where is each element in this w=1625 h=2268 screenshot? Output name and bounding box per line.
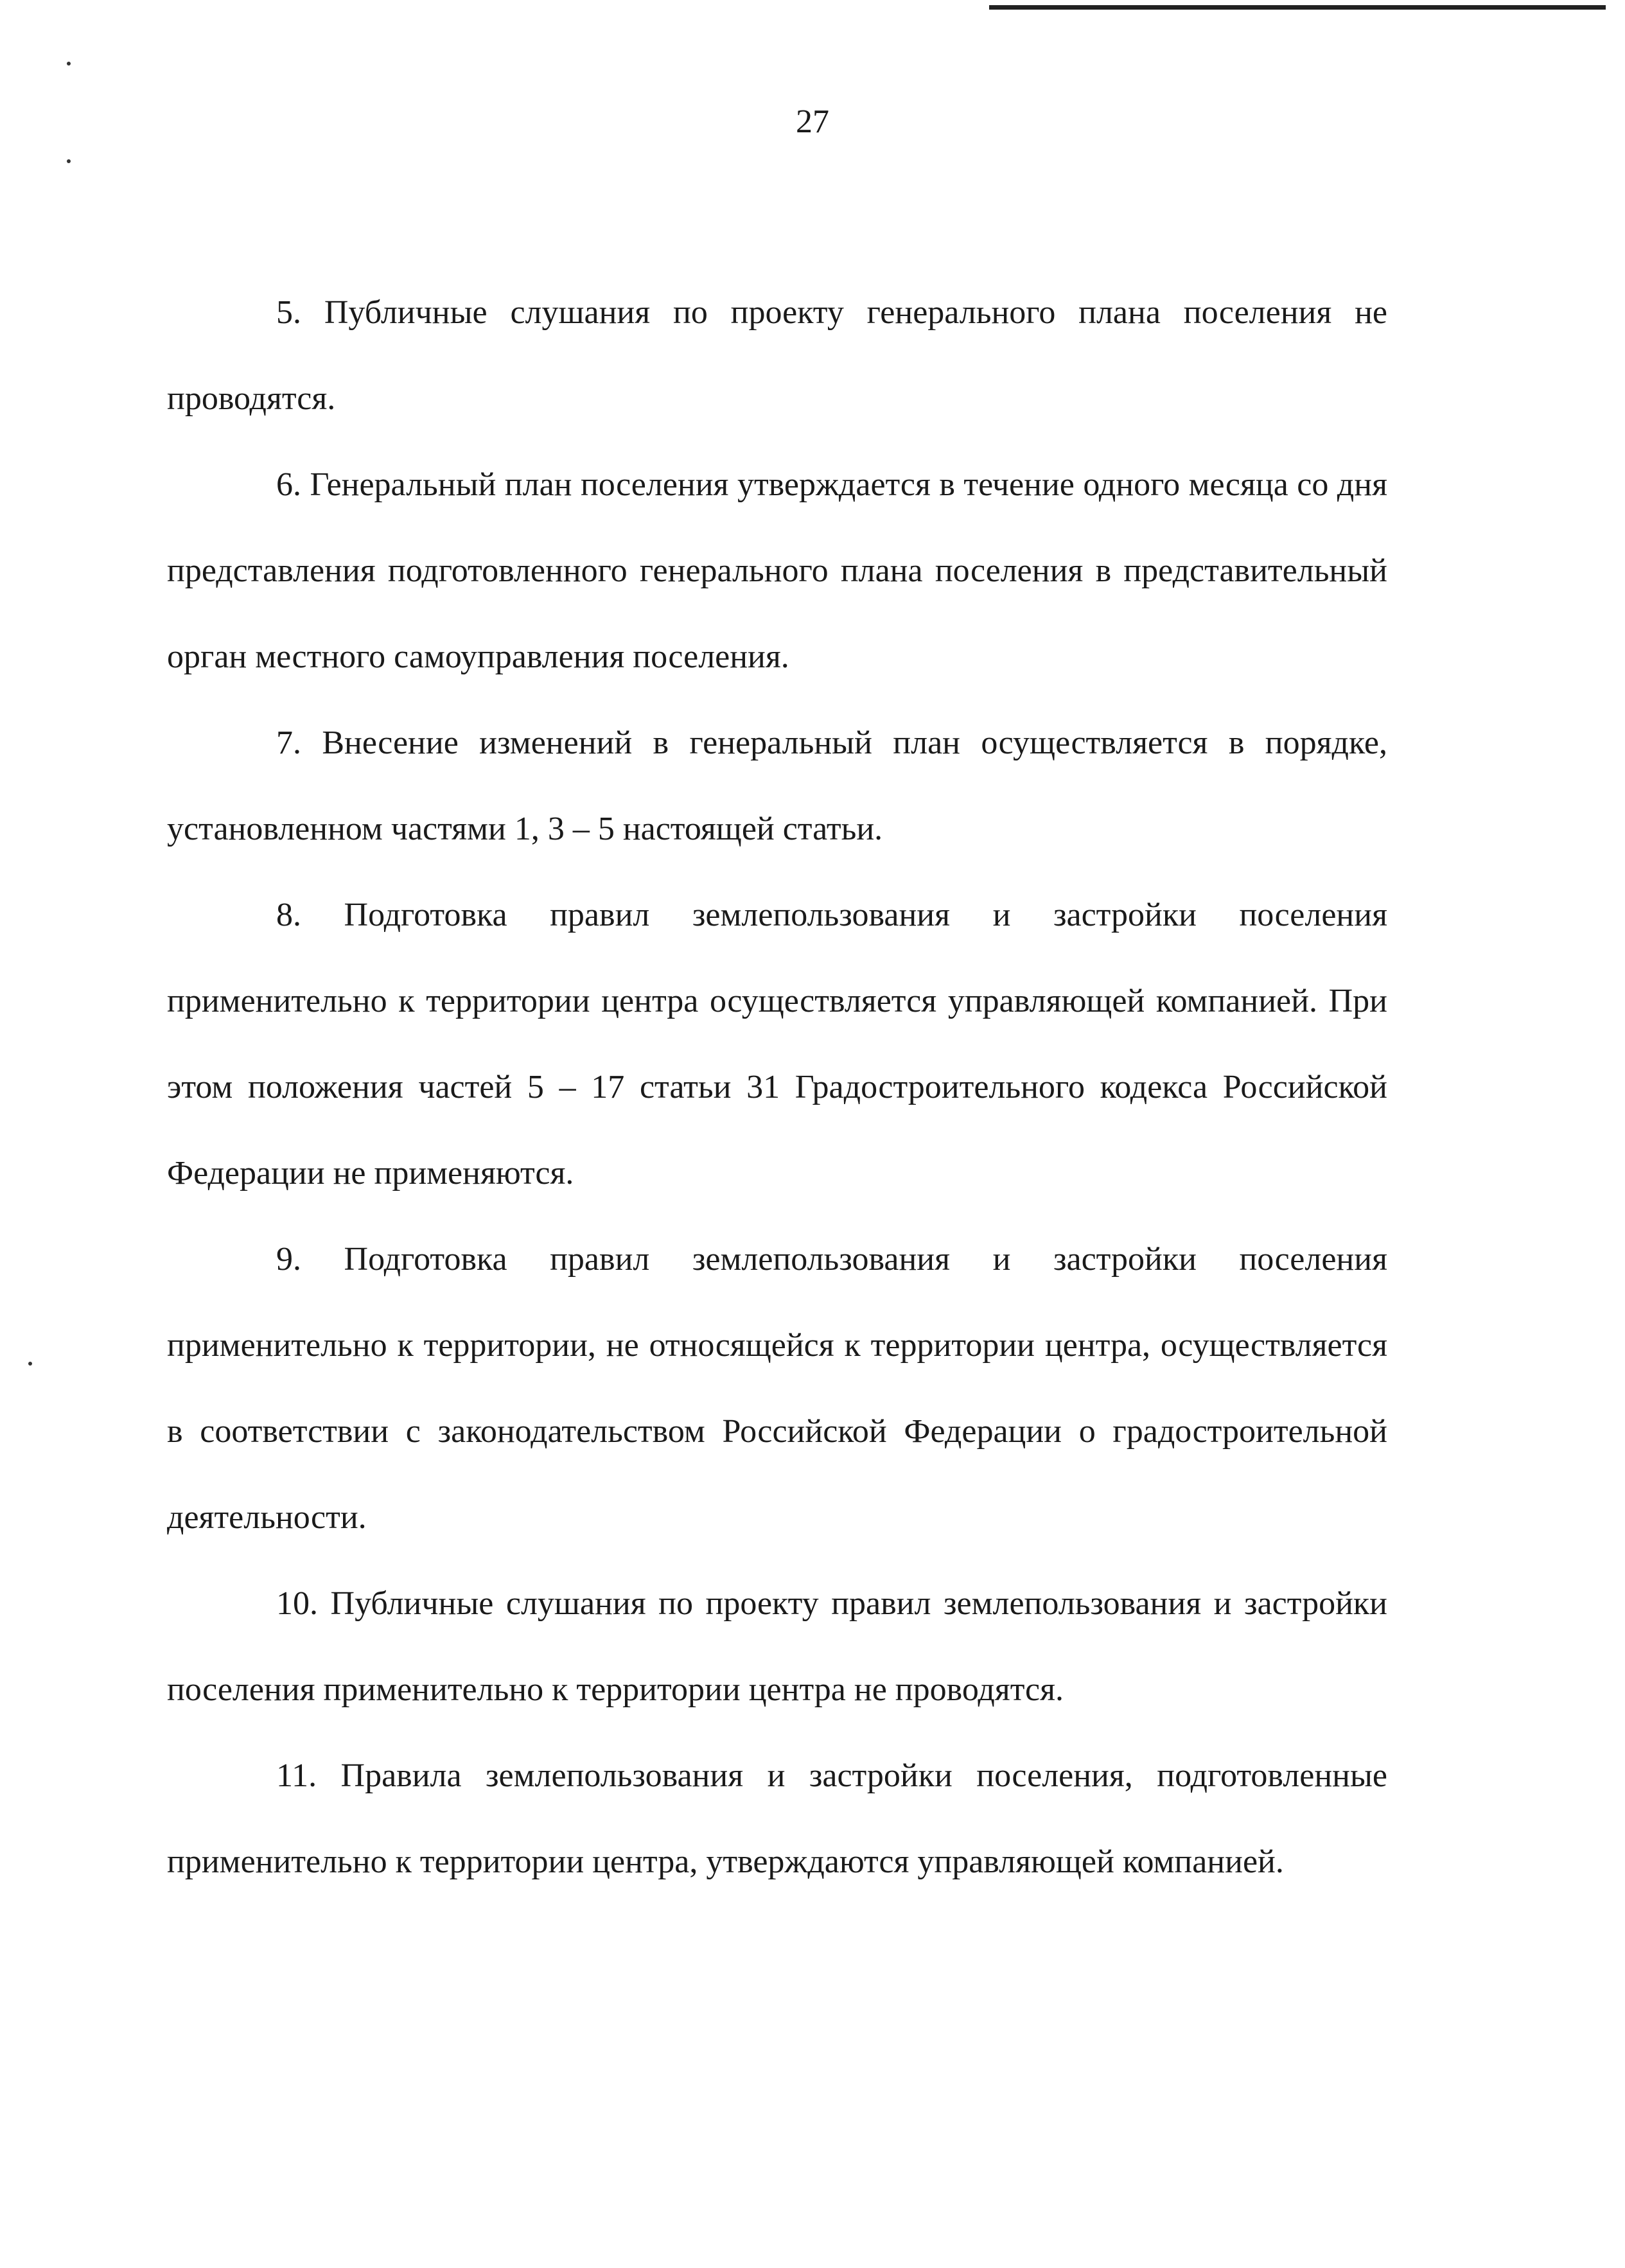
paragraph-8: 8. Подготовка правил землепользования и застройки поселения применительно к территории центра осуществляется управляющей компанией. При этом положения частей 5 – 17 статьи 31 Градостроительного кодекса Российской Федерации не применяются.	[167, 897, 1387, 1191]
scan-speck	[67, 159, 71, 163]
document-body	[167, 270, 1387, 1905]
paragraph-10: 10. Публичные слушания по проекту правил землепользования и застройки поселения применительно к территории центра не проводятся.	[167, 1585, 1387, 1708]
paragraph-11: 11. Правила землепользования и застройки поселения, подготовленные применительно к территории центра, утверждаются управляющей компанией.	[167, 1757, 1387, 1880]
paragraph-5: 5. Публичные слушания по проекту генерального плана поселения не проводятся.	[167, 294, 1387, 417]
paragraph-6: 6. Генеральный план поселения утверждается в течение одного месяца со дня представления подготовленного генерального плана поселения в представительный орган местного самоуправления поселения.	[167, 466, 1387, 675]
scan-speck	[67, 62, 71, 66]
page-number: 27	[796, 103, 829, 140]
scan-top-edge-line	[989, 5, 1606, 10]
scan-speck	[28, 1362, 32, 1366]
paragraph-9: 9. Подготовка правил землепользования и застройки поселения применительно к территории, не относящейся к территории центра, осуществляется в соответствии с законодательством Российской Федерации о градостроительной деятельности.	[167, 1241, 1387, 1536]
paragraph-7: 7. Внесение изменений в генеральный план осуществляется в порядке, установленном частями 1, 3 – 5 настоящей статьи.	[167, 725, 1387, 847]
